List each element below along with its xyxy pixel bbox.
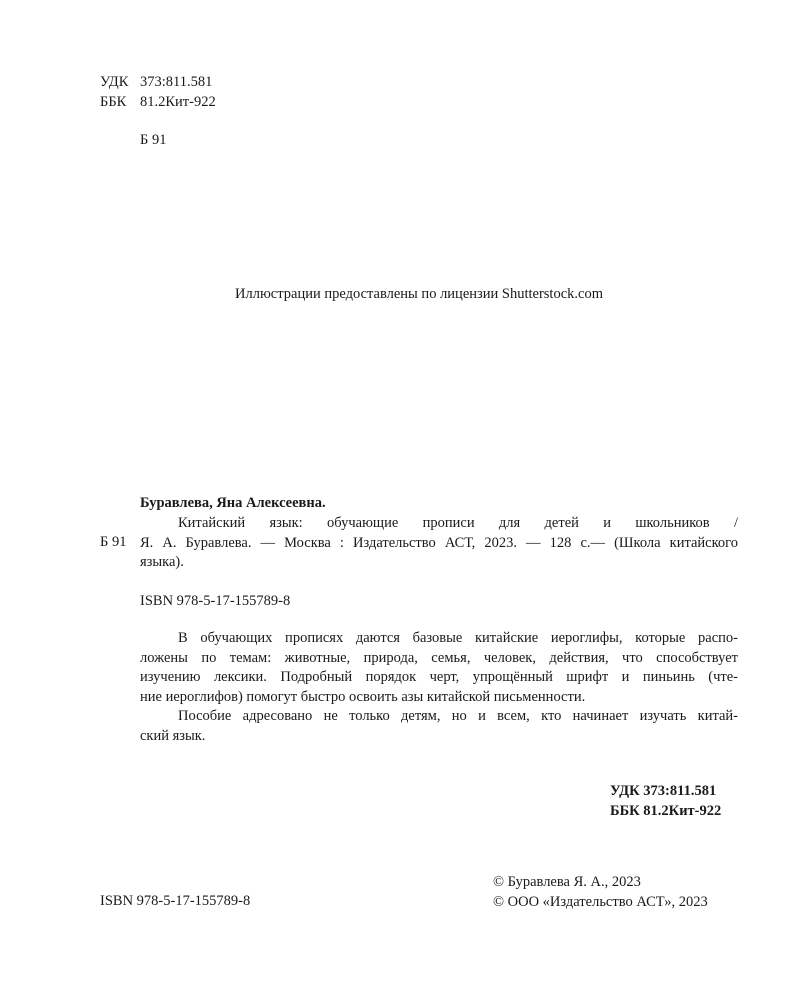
annotation-line: В обучающих прописях даются базовые китайские иероглифы, которые распо- xyxy=(178,630,738,646)
bbk-label: ББК xyxy=(100,93,127,110)
catalog-margin-mark: Б 91 xyxy=(100,534,127,550)
catalog-isbn: ISBN 978-5-17-155789-8 xyxy=(140,593,291,609)
catalog-title-line: языка). xyxy=(140,554,184,570)
udk-value: 373:811.581 xyxy=(140,74,213,90)
catalog-title-line: Китайский язык: обучающие прописи для детей и школьников / xyxy=(178,515,738,531)
catalog-entry xyxy=(140,514,738,573)
copyright-author: © Буравлева Я. А., 2023 xyxy=(493,874,641,890)
catalog-title-line: Я. А. Буравлева. — Москва : Издательство АСТ, 2023. — 128 с.— (Школа китайского xyxy=(140,534,738,551)
annotation-line: ложены по темам: животные, природа, семья, человек, действия, что способствует xyxy=(140,649,738,666)
annotation-line: ский язык. xyxy=(140,727,206,744)
udk-row xyxy=(100,73,216,93)
bbk-value: 81.2Кит-922 xyxy=(140,93,216,110)
illustrations-note: Иллюстрации предоставлены по лицензии Shutterstock.com xyxy=(235,286,603,302)
bbk-bold: ББК 81.2Кит-922 xyxy=(610,802,722,819)
annotation xyxy=(140,629,738,746)
bbk-row xyxy=(100,93,216,113)
author-mark: Б 91 xyxy=(140,132,167,148)
footer-isbn: ISBN 978-5-17-155789-8 xyxy=(100,893,251,909)
copyright-block xyxy=(493,873,708,912)
catalog-author: Буравлева, Яна Алексеевна. xyxy=(140,495,326,511)
classification-header xyxy=(100,73,216,112)
udk-bold: УДК 373:811.581 xyxy=(610,783,717,799)
udk-label: УДК xyxy=(100,74,129,90)
catalog-classification xyxy=(610,782,721,821)
annotation-line: ние иероглифов) помогут быстро освоить азы китайской письменности. xyxy=(140,688,586,705)
annotation-line: изучению лексики. Подробный порядок черт, упрощённый шрифт и пиньинь (чте- xyxy=(140,669,738,685)
copyright-publisher: © ООО «Издательство АСТ», 2023 xyxy=(493,893,708,910)
annotation-line: Пособие адресовано не только детям, но и всем, кто начинает изучать китай- xyxy=(178,708,738,724)
